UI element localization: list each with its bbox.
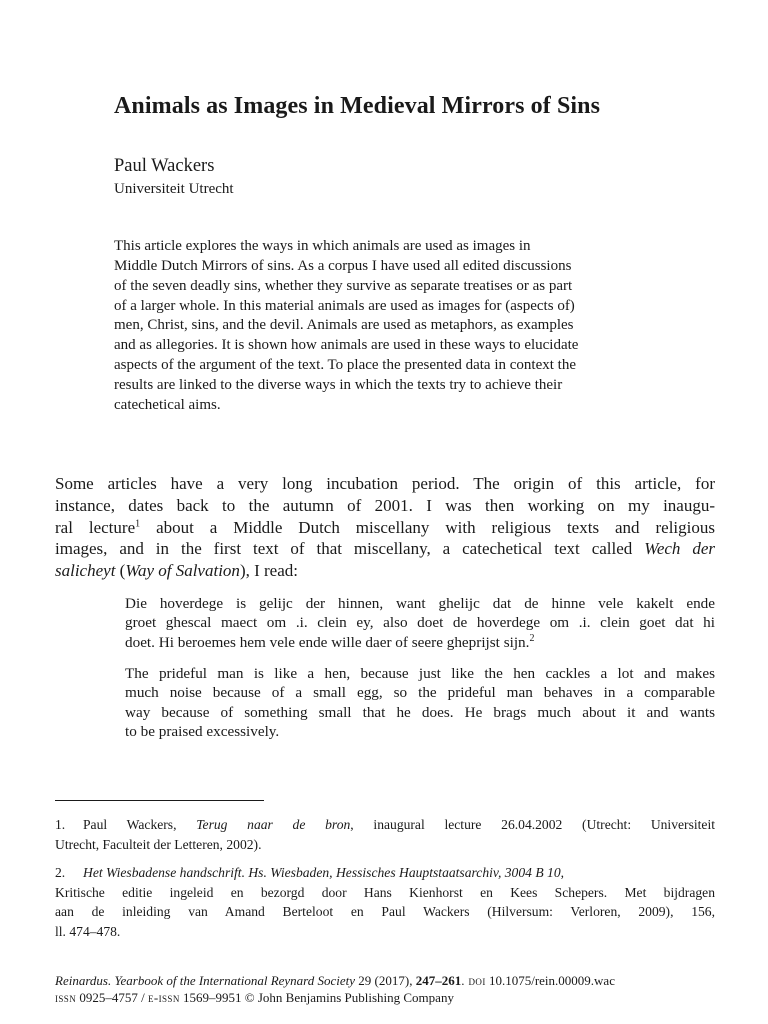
journal-name: Reinardus. Yearbook of the International Reynard Society	[55, 973, 356, 988]
quote-text-run: doet. Hi beroemes hem vele ende wille daer of seere gheprijst sijn.	[125, 633, 530, 651]
issn-value: 0925–4757 /	[76, 990, 148, 1005]
footnote-divider	[55, 800, 264, 801]
quote-line: groet ghescal maect om .i. clein ey, also doet de hoverdege om .i. clein goet dat hi	[125, 614, 715, 632]
quote-line: much noise because of a small egg, so the prideful man behaves in a comparable	[125, 684, 715, 702]
quote-line: to be praised excessively.	[125, 723, 280, 741]
doi-link[interactable]: 10.1075/rein.00009.wac	[485, 973, 615, 988]
issn-line	[55, 989, 735, 1006]
body-line: instance, dates back to the autumn of 2001. I was then working on my inaugu-	[55, 495, 715, 515]
footnote-ref-1[interactable]: 1	[135, 517, 141, 529]
body-line	[55, 517, 715, 539]
footnote-line: aan de inleiding van Amand Berteloot en Paul Wackers (Hilversum: Verloren, 2009), 156,	[55, 904, 715, 920]
body-text-run: (	[115, 561, 126, 581]
eissn-value: 1569–9951 © John Benjamins Publishing Company	[179, 990, 454, 1005]
work-title: Terug naar de bron	[196, 817, 351, 832]
block-quote-translation	[125, 664, 715, 742]
footnotes	[55, 815, 715, 951]
abstract-line: aspects of the argument of the text. To place the presented data in context the	[114, 357, 576, 374]
body-text-run: about a Middle Dutch miscellany with religious texts and religious	[140, 517, 715, 537]
abstract-line: Middle Dutch Mirrors of sins. As a corpus I have used all edited discussions	[114, 257, 572, 274]
body-paragraph	[55, 473, 715, 582]
body-text-run: ral lecture	[55, 517, 136, 537]
footnote-line	[55, 863, 715, 883]
journal-citation-footer	[55, 972, 735, 1006]
footnote-line: ll. 474–478.	[55, 923, 121, 939]
quote-line: way because of something small that he does. He brags much about it and wants	[125, 703, 715, 721]
abstract-line: of a larger whole. In this material animals are used as images for (aspects of)	[114, 297, 575, 314]
body-text-run: ), I read:	[239, 561, 298, 581]
abstract-line: catechetical aims.	[114, 396, 221, 413]
citation-line	[55, 972, 735, 989]
footnote-text-run: , inaugural lecture 26.04.2002 (Utrecht: Universiteit	[350, 817, 716, 832]
abstract-line: results are linked to the diverse ways in which the texts try to achieve their	[114, 376, 563, 393]
work-title: Het Wiesbadense handschrift. Hs. Wiesbaden, Hessisches Hauptstaatsarchiv, 3004 B 10	[83, 865, 561, 881]
body-line: Some articles have a very long incubation period. The origin of this article, for	[55, 474, 715, 493]
quote-line: Die hoverdege is gelijc der hinnen, want ghelijc dat de hinne vele kakelt ende	[125, 595, 715, 612]
quote-line: The prideful man is like a hen, because just like the hen cackles a lot and makes	[125, 665, 715, 682]
page-range: 247–261	[415, 973, 462, 988]
work-title: salicheyt	[55, 561, 116, 581]
work-title-translation: Way of Salvation	[125, 561, 240, 581]
doi-label: . doi	[461, 973, 486, 988]
eissn-label: e-issn	[147, 990, 180, 1005]
abstract-line: of the seven deadly sins, whether they survive as separate treatises or as part	[114, 277, 573, 294]
quote-line	[125, 633, 715, 652]
article-title: Animals as Images in Medieval Mirrors of Sins	[114, 93, 601, 119]
author-affiliation: Universiteit Utrecht	[114, 181, 234, 197]
body-line	[55, 538, 715, 560]
work-title: Wech der	[644, 539, 716, 559]
body-text-run: images, and in the first text of that miscellany, a catechetical text called	[55, 539, 645, 559]
abstract-line: men, Christ, sins, and the devil. Animals are used as metaphors, as examples	[114, 317, 574, 334]
author-name: Paul Wackers	[114, 156, 215, 176]
footnote-line	[55, 815, 715, 835]
footnote-number: 2.	[55, 865, 66, 881]
footnote-line: Utrecht, Faculteit der Letteren, 2002).	[55, 836, 262, 852]
body-line	[55, 560, 715, 582]
issn-label: issn	[55, 990, 77, 1005]
footnote-2	[55, 863, 715, 941]
journal-volume: 29 (2017),	[355, 973, 416, 988]
footnote-1	[55, 815, 715, 854]
footnote-text-run: ,	[560, 865, 565, 881]
block-quote-original	[125, 594, 715, 652]
footnote-number: 1.	[55, 817, 66, 832]
abstract-line: This article explores the ways in which animals are used as images in	[114, 238, 531, 254]
footnote-ref-2[interactable]: 2	[529, 632, 535, 644]
footnote-text-run: Paul Wackers,	[83, 817, 197, 832]
abstract-line: and as allegories. It is shown how animals are used in these ways to elucidate	[114, 337, 579, 354]
footnote-line: Kritische editie ingeleid en bezorgd door Hans Kienhorst en Kees Schepers. Met bijdragen	[55, 884, 715, 900]
abstract	[114, 237, 674, 416]
